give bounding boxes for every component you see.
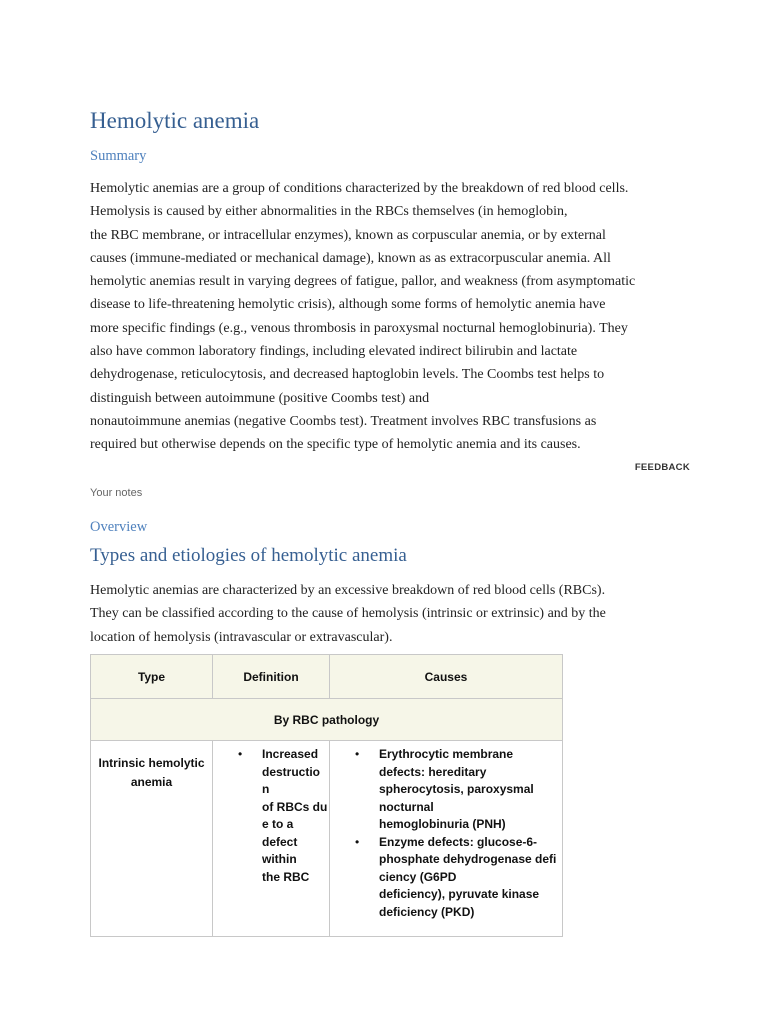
summary-line: distinguish between autoimmune (positive Coombs test) and: [90, 390, 430, 406]
hemolytic-types-table: [90, 654, 563, 937]
cause-line: deficiency (PKD): [379, 904, 475, 919]
type-line: anemia: [130, 775, 173, 789]
definition-line: • Increased: [262, 747, 319, 761]
header-causes: Causes: [330, 655, 563, 699]
table-section-row: [91, 699, 563, 741]
cause-line: deficiency), pyruvate kinase: [379, 887, 540, 901]
your-notes-link[interactable]: Your notes: [90, 487, 143, 499]
definition-cell: [213, 741, 330, 937]
summary-heading: Summary: [90, 148, 147, 164]
summary-line: hemolytic anemias result in varying degrees of fatigue, pallor, and weakness (from asymptomatic: [90, 274, 636, 290]
summary-line: also have common laboratory findings, including elevated indirect bilirubin and lactate: [90, 344, 578, 360]
list-item: [330, 834, 562, 922]
table-row: [91, 741, 563, 937]
definition-line: destructio: [262, 764, 321, 779]
cause-line: defects: hereditary: [379, 764, 487, 779]
definition-line: the RBC: [262, 869, 310, 884]
section-label: By RBC pathology: [91, 699, 563, 741]
section-title: Types and etiologies of hemolytic anemia: [90, 545, 407, 566]
summary-line: the RBC membrane, or intracellular enzymes), known as corpuscular anemia, or by external: [90, 227, 606, 243]
summary-line: disease to life-threatening hemolytic crisis), although some forms of hemolytic anemia have: [90, 297, 606, 313]
cause-line: phosphate dehydrogenase defi: [379, 852, 557, 866]
overview-line: They can be classified according to the cause of hemolysis (intrinsic or extrinsic) and by the: [90, 606, 606, 622]
overview-heading: Overview: [90, 519, 148, 535]
summary-paragraph: [90, 177, 682, 457]
overview-line: Hemolytic anemias are characterized by an excessive breakdown of red blood cells (RBCs).: [90, 583, 606, 598]
list-item: [330, 746, 562, 834]
overview-line: location of hemolysis (intravascular or extravascular).: [90, 629, 393, 645]
summary-line: causes (immune-mediated or mechanical damage), known as as extracorpuscular anemia. All: [90, 250, 611, 266]
table-header-row: [91, 655, 563, 699]
definition-line: e to a: [262, 817, 294, 831]
summary-line: nonautoimmune anemias (negative Coombs test). Treatment involves RBC transfusions as: [90, 413, 597, 429]
causes-cell: [330, 741, 563, 937]
summary-line: dehydrogenase, reticulocytosis, and decreased haptoglobin levels. The Coombs test helps to: [90, 367, 605, 383]
header-type: Type: [91, 655, 213, 699]
cause-line: hemoglobinuria (PNH): [379, 817, 506, 831]
page-title: Hemolytic anemia: [90, 108, 260, 133]
summary-line: Hemolytic anemias are a group of conditions characterized by the breakdown of red blood cells.: [90, 181, 629, 196]
overview-paragraph: [90, 579, 682, 649]
cause-line: • Enzyme defects: glucose-6-: [379, 834, 538, 849]
cause-line: spherocytosis, paroxysmal: [379, 782, 534, 796]
definition-list: [213, 741, 329, 886]
cause-line: nocturnal: [379, 799, 434, 814]
causes-list: [330, 741, 562, 921]
cause-line: • Erythrocytic membrane: [379, 747, 514, 761]
summary-line: Hemolysis is caused by either abnormalities in the RBCs themselves (in hemoglobin,: [90, 204, 568, 220]
list-item: [213, 746, 329, 886]
definition-line: defect: [262, 834, 298, 849]
type-cell: [91, 741, 213, 937]
definition-line: of RBCs du: [262, 799, 328, 814]
definition-line: within: [262, 852, 297, 866]
feedback-link[interactable]: FEEDBACK: [634, 462, 690, 473]
definition-line: n: [262, 782, 270, 796]
cause-line: ciency (G6PD: [379, 869, 457, 884]
type-line: Intrinsic hemolytic: [98, 756, 205, 770]
summary-line: required but otherwise depends on the specific type of hemolytic anemia and its causes.: [90, 437, 581, 453]
header-definition: Definition: [213, 655, 330, 699]
summary-line: more specific findings (e.g., venous thrombosis in paroxysmal nocturnal hemoglobinuria). They: [90, 320, 628, 336]
